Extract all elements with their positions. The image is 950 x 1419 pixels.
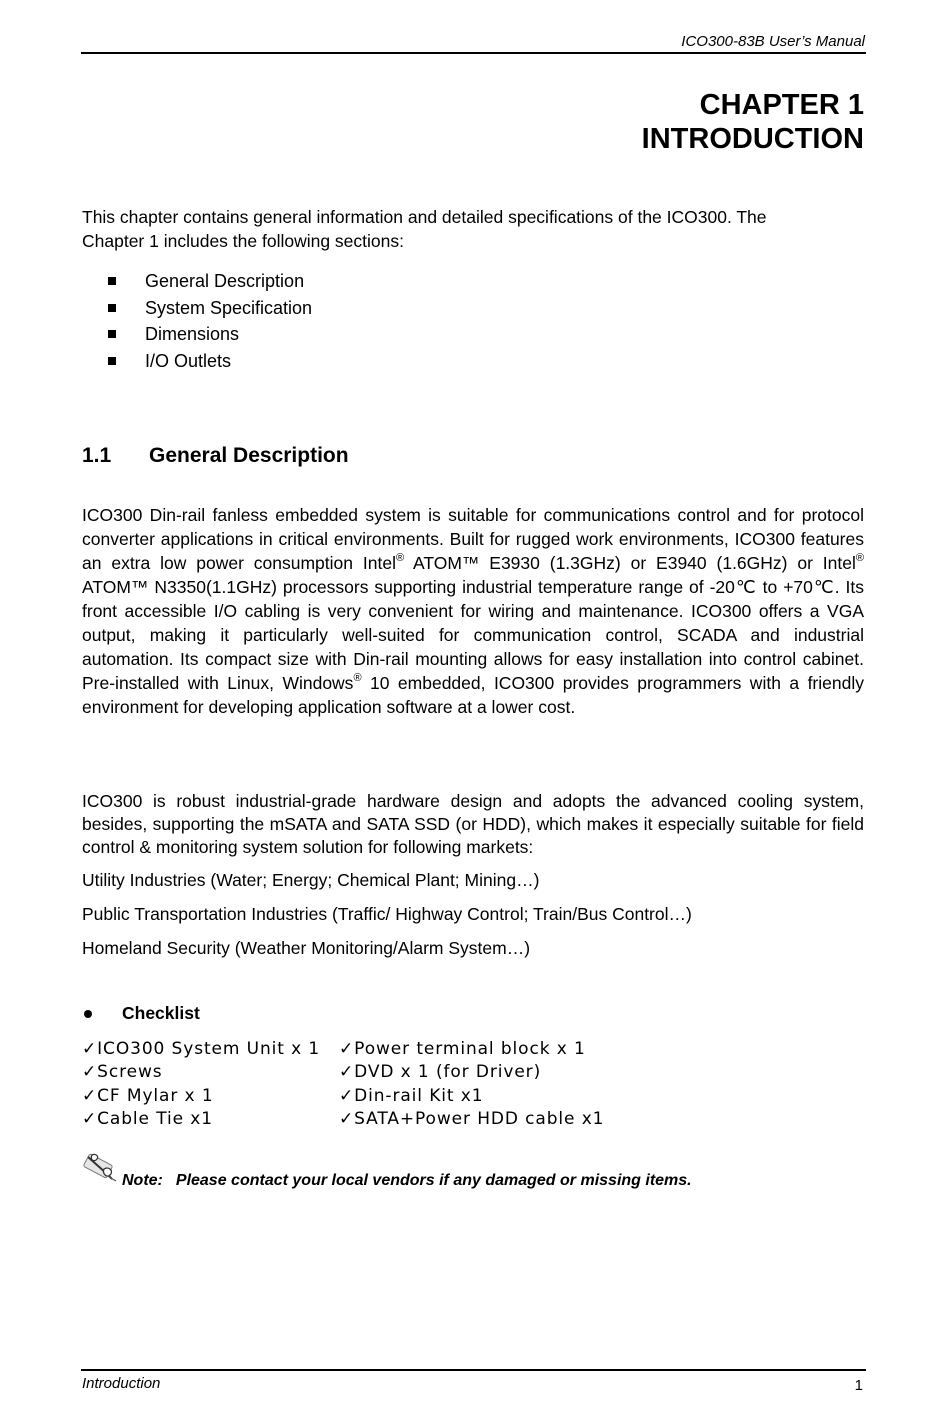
registered-mark: ® xyxy=(855,552,864,564)
checklist-item: ✓CF Mylar x 1 xyxy=(82,1085,214,1106)
checklist-item: ✓SATA+Power HDD cable x1 xyxy=(339,1108,605,1129)
market-line: Utility Industries (Water; Energy; Chemical Plant; Mining…) xyxy=(82,870,540,890)
section-number: 1.1 xyxy=(82,444,112,467)
registered-mark: ® xyxy=(395,552,405,564)
running-header-title: ICO300-83B User’s Manual xyxy=(681,33,865,50)
checklist-heading: Checklist xyxy=(82,1003,200,1024)
general-description-paragraph: ICO300 Din-rail fanless embedded system is suitable for communications control and for protocol converter applications in critical environments. Built for rugged work environments, ICO300 features an extra low power consumption Intel® ATOM™ E3930 (1.3GHz) or E3940 (1.6GHz) or Intel® ATOM™ N3350(1.1GHz) processors supporting industrial temperature range of -20℃ to +70℃. Its front accessible I/O cabling is very convenient for wiring and maintenance. ICO300 offers a VGA output, making it particularly well-suited for communication control, SCADA and industrial automation. Its compact size with Din-rail mounting allows for easy installation into control cabinet. Pre-installed with Linux, Windows® 10 embedded, ICO300 provides programmers with a friendly environment for developing application software at a lower cost. xyxy=(82,505,864,717)
note-label: Note: xyxy=(122,1172,163,1189)
section-heading xyxy=(82,444,349,468)
chapter-number: CHAPTER 1 xyxy=(699,89,864,121)
square-bullet-icon xyxy=(108,304,116,312)
note-text: Please contact your local vendors if any damaged or missing items. xyxy=(175,1172,692,1189)
market-line: Public Transportation Industries (Traffic/ Highway Control; Train/Bus Control…) xyxy=(82,904,692,924)
checklist-item: ✓DVD x 1 (for Driver) xyxy=(339,1062,542,1083)
square-bullet-icon xyxy=(108,277,116,285)
checklist-item: ✓Din-rail Kit x1 xyxy=(339,1085,484,1106)
intro-line-2: Chapter 1 includes the following sections: xyxy=(82,231,404,251)
note-pen-icon xyxy=(82,1151,120,1183)
checklist-item: ✓Power terminal block x 1 xyxy=(339,1039,586,1059)
checklist-item: ✓ICO300 System Unit x 1 xyxy=(82,1039,321,1059)
list-item: I/O Outlets xyxy=(108,348,312,375)
chapter-name: INTRODUCTION xyxy=(641,123,864,155)
square-bullet-icon xyxy=(108,330,116,338)
checklist-item: ✓Screws xyxy=(82,1062,163,1083)
checklist-column-1 xyxy=(82,1038,320,1131)
header-rule xyxy=(81,52,866,54)
section-list xyxy=(108,268,312,374)
list-item: Dimensions xyxy=(108,321,312,348)
square-bullet-icon xyxy=(108,357,116,365)
round-bullet-icon xyxy=(84,1010,92,1018)
chapter-title xyxy=(642,88,864,156)
markets-paragraph: ICO300 is robust industrial-grade hardware design and adopts the advanced cooling system, besides, supporting the mSATA and SATA SSD (or HDD), which makes it especially suitable for field control & monitoring system solution for following markets: xyxy=(82,791,864,857)
checklist-item: ✓Cable Tie x1 xyxy=(82,1108,213,1129)
list-item: System Specification xyxy=(108,295,312,322)
market-line: Homeland Security (Weather Monitoring/Alarm System…) xyxy=(82,938,531,958)
footer-section-name: Introduction xyxy=(82,1375,161,1392)
intro-line-1: This chapter contains general information and detailed specifications of the ICO300. The xyxy=(82,207,767,227)
checklist-column-2 xyxy=(339,1038,604,1131)
registered-mark: ® xyxy=(353,672,362,684)
footer-rule xyxy=(81,1369,866,1371)
list-item: General Description xyxy=(108,268,312,295)
page-number: 1 xyxy=(854,1377,863,1394)
section-title: General Description xyxy=(149,444,349,467)
intro-paragraph xyxy=(82,205,864,253)
